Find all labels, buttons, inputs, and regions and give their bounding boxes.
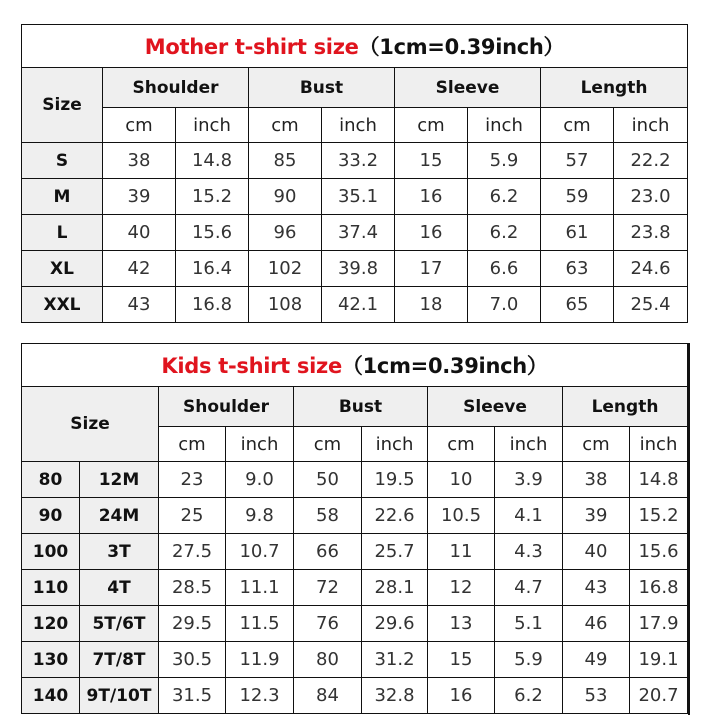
- value-cm: 17: [395, 251, 468, 287]
- value-cm: 29.5: [159, 606, 226, 642]
- mother-size-row: [22, 215, 688, 251]
- value-inch: 20.7: [630, 678, 688, 714]
- height-label: 90: [22, 498, 80, 534]
- value-cm: 25: [159, 498, 226, 534]
- size-label: XXL: [22, 287, 103, 323]
- age-label: 12M: [80, 462, 159, 498]
- value-cm: 15: [395, 143, 468, 179]
- value-inch: 7.0: [468, 287, 541, 323]
- size-label: S: [22, 143, 103, 179]
- value-inch: 25.7: [362, 534, 428, 570]
- value-cm: 38: [103, 143, 176, 179]
- value-cm: 85: [249, 143, 322, 179]
- mother-shoulder-header: Shoulder: [103, 68, 249, 108]
- mother-sleeve-header: Sleeve: [395, 68, 541, 108]
- value-cm: 16: [395, 215, 468, 251]
- value-inch: 11.5: [226, 606, 294, 642]
- value-inch: 22.6: [362, 498, 428, 534]
- value-inch: 16.4: [176, 251, 249, 287]
- value-inch: 10.7: [226, 534, 294, 570]
- value-cm: 13: [428, 606, 495, 642]
- value-inch: 39.8: [322, 251, 395, 287]
- value-inch: 22.2: [614, 143, 688, 179]
- value-cm: 84: [294, 678, 362, 714]
- value-cm: 61: [541, 215, 614, 251]
- value-cm: 80: [294, 642, 362, 678]
- value-cm: 11: [428, 534, 495, 570]
- value-cm: 72: [294, 570, 362, 606]
- value-inch: 33.2: [322, 143, 395, 179]
- mother-title-note: （1cm=0.39inch）: [358, 35, 565, 59]
- height-label: 140: [22, 678, 80, 714]
- mother-size-row: [22, 143, 688, 179]
- unit-cm: cm: [294, 427, 362, 462]
- value-inch: 5.9: [468, 143, 541, 179]
- value-cm: 16: [428, 678, 495, 714]
- value-inch: 12.3: [226, 678, 294, 714]
- kids-size-row: [22, 606, 688, 642]
- value-inch: 23.0: [614, 179, 688, 215]
- height-label: 120: [22, 606, 80, 642]
- value-cm: 50: [294, 462, 362, 498]
- value-cm: 65: [541, 287, 614, 323]
- mother-size-row: [22, 179, 688, 215]
- kids-size-row: [22, 570, 688, 606]
- value-cm: 76: [294, 606, 362, 642]
- kids-table-title: [22, 344, 688, 387]
- age-label: 9T/10T: [80, 678, 159, 714]
- mother-size-table: [21, 24, 688, 323]
- unit-inch: inch: [614, 108, 688, 143]
- unit-cm: cm: [541, 108, 614, 143]
- unit-inch: inch: [468, 108, 541, 143]
- value-cm: 39: [103, 179, 176, 215]
- value-inch: 11.1: [226, 570, 294, 606]
- age-label: 3T: [80, 534, 159, 570]
- mother-size-row: [22, 287, 688, 323]
- value-cm: 108: [249, 287, 322, 323]
- age-label: 7T/8T: [80, 642, 159, 678]
- mother-unit-row: [22, 108, 688, 143]
- unit-inch: inch: [630, 427, 688, 462]
- value-cm: 102: [249, 251, 322, 287]
- value-cm: 58: [294, 498, 362, 534]
- value-inch: 14.8: [630, 462, 688, 498]
- mother-size-header: Size: [22, 68, 103, 143]
- value-cm: 66: [294, 534, 362, 570]
- value-cm: 59: [541, 179, 614, 215]
- height-label: 80: [22, 462, 80, 498]
- value-inch: 4.3: [495, 534, 563, 570]
- mother-length-header: Length: [541, 68, 688, 108]
- value-cm: 46: [563, 606, 630, 642]
- value-inch: 42.1: [322, 287, 395, 323]
- value-cm: 40: [563, 534, 630, 570]
- value-cm: 10.5: [428, 498, 495, 534]
- value-inch: 19.5: [362, 462, 428, 498]
- value-cm: 42: [103, 251, 176, 287]
- size-label: XL: [22, 251, 103, 287]
- value-inch: 6.2: [468, 215, 541, 251]
- value-inch: 3.9: [495, 462, 563, 498]
- value-cm: 96: [249, 215, 322, 251]
- value-cm: 16: [395, 179, 468, 215]
- value-cm: 15: [428, 642, 495, 678]
- value-cm: 90: [249, 179, 322, 215]
- value-cm: 53: [563, 678, 630, 714]
- size-label: M: [22, 179, 103, 215]
- value-cm: 10: [428, 462, 495, 498]
- value-inch: 25.4: [614, 287, 688, 323]
- mother-table-title: [22, 25, 688, 68]
- height-label: 130: [22, 642, 80, 678]
- unit-inch: inch: [322, 108, 395, 143]
- value-cm: 31.5: [159, 678, 226, 714]
- unit-inch: inch: [495, 427, 563, 462]
- kids-size-table: [21, 343, 688, 714]
- value-inch: 28.1: [362, 570, 428, 606]
- kids-table-edge-divider: [688, 343, 690, 715]
- value-inch: 6.2: [495, 678, 563, 714]
- kids-title-note: （1cm=0.39inch）: [341, 354, 548, 378]
- value-inch: 37.4: [322, 215, 395, 251]
- age-label: 24M: [80, 498, 159, 534]
- height-label: 110: [22, 570, 80, 606]
- kids-size-row: [22, 678, 688, 714]
- value-inch: 19.1: [630, 642, 688, 678]
- value-inch: 11.9: [226, 642, 294, 678]
- unit-inch: inch: [176, 108, 249, 143]
- age-label: 5T/6T: [80, 606, 159, 642]
- value-inch: 15.2: [630, 498, 688, 534]
- value-inch: 15.2: [176, 179, 249, 215]
- kids-sleeve-header: Sleeve: [428, 387, 563, 427]
- value-inch: 5.9: [495, 642, 563, 678]
- mother-title-main: Mother t-shirt size: [144, 35, 359, 59]
- mother-size-row: [22, 251, 688, 287]
- value-cm: 28.5: [159, 570, 226, 606]
- unit-cm: cm: [428, 427, 495, 462]
- kids-title-main: Kids t-shirt size: [161, 354, 342, 378]
- kids-length-header: Length: [563, 387, 688, 427]
- unit-cm: cm: [249, 108, 322, 143]
- kids-size-row: [22, 462, 688, 498]
- value-cm: 57: [541, 143, 614, 179]
- value-cm: 43: [563, 570, 630, 606]
- value-cm: 12: [428, 570, 495, 606]
- unit-cm: cm: [563, 427, 630, 462]
- value-inch: 5.1: [495, 606, 563, 642]
- value-cm: 63: [541, 251, 614, 287]
- unit-inch: inch: [362, 427, 428, 462]
- value-inch: 15.6: [176, 215, 249, 251]
- value-inch: 31.2: [362, 642, 428, 678]
- value-inch: 15.6: [630, 534, 688, 570]
- kids-size-row: [22, 498, 688, 534]
- value-inch: 17.9: [630, 606, 688, 642]
- size-label: L: [22, 215, 103, 251]
- value-inch: 9.8: [226, 498, 294, 534]
- value-inch: 16.8: [630, 570, 688, 606]
- unit-cm: cm: [103, 108, 176, 143]
- value-cm: 39: [563, 498, 630, 534]
- value-inch: 14.8: [176, 143, 249, 179]
- value-inch: 4.7: [495, 570, 563, 606]
- value-inch: 16.8: [176, 287, 249, 323]
- kids-size-row: [22, 534, 688, 570]
- kids-size-row: [22, 642, 688, 678]
- value-cm: 40: [103, 215, 176, 251]
- value-cm: 27.5: [159, 534, 226, 570]
- unit-inch: inch: [226, 427, 294, 462]
- height-label: 100: [22, 534, 80, 570]
- value-inch: 4.1: [495, 498, 563, 534]
- value-inch: 6.2: [468, 179, 541, 215]
- value-cm: 30.5: [159, 642, 226, 678]
- value-inch: 6.6: [468, 251, 541, 287]
- kids-bust-header: Bust: [294, 387, 428, 427]
- value-cm: 38: [563, 462, 630, 498]
- value-inch: 29.6: [362, 606, 428, 642]
- value-inch: 35.1: [322, 179, 395, 215]
- value-cm: 49: [563, 642, 630, 678]
- value-inch: 9.0: [226, 462, 294, 498]
- value-cm: 18: [395, 287, 468, 323]
- mother-bust-header: Bust: [249, 68, 395, 108]
- value-inch: 24.6: [614, 251, 688, 287]
- age-label: 4T: [80, 570, 159, 606]
- kids-size-header: Size: [22, 387, 159, 462]
- value-inch: 23.8: [614, 215, 688, 251]
- value-cm: 23: [159, 462, 226, 498]
- value-cm: 43: [103, 287, 176, 323]
- unit-cm: cm: [159, 427, 226, 462]
- value-inch: 32.8: [362, 678, 428, 714]
- unit-cm: cm: [395, 108, 468, 143]
- kids-shoulder-header: Shoulder: [159, 387, 294, 427]
